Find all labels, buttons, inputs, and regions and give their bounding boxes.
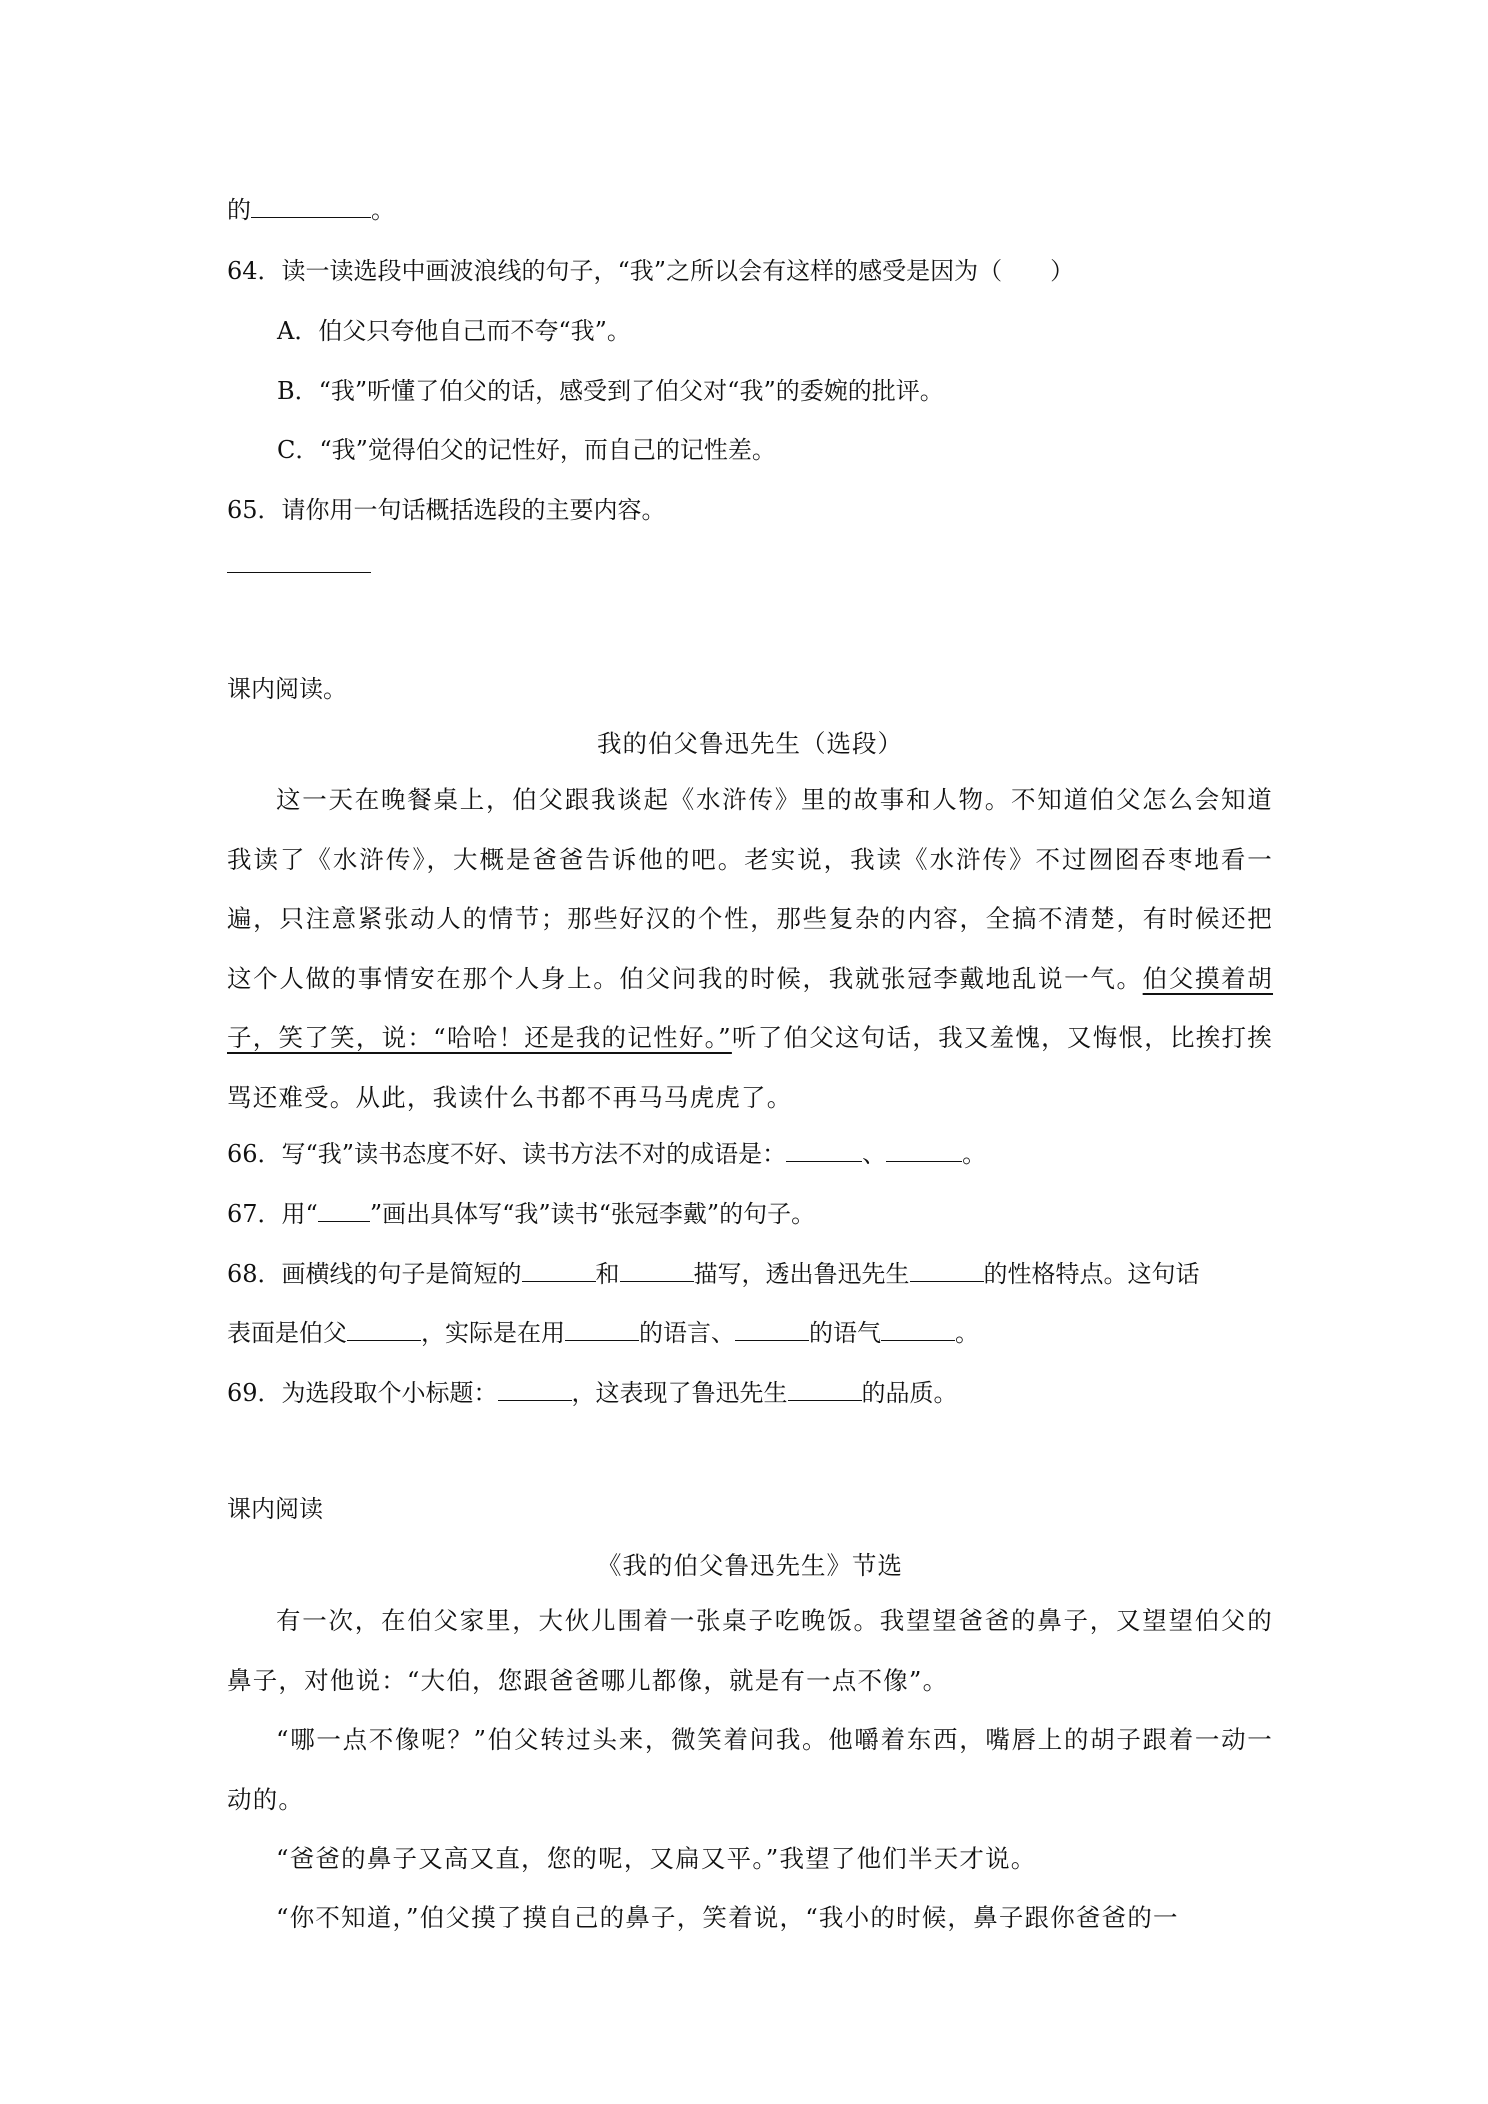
answer-blank[interactable] (347, 1318, 421, 1341)
q64-option-a[interactable]: A．伯父只夸他自己而不夸“我”。 (277, 317, 631, 345)
q67-pre: 67．用“ (227, 1200, 318, 1228)
q68-text: 的语言、 (639, 1319, 735, 1347)
q64-option-b[interactable]: B．“我”听懂了伯父的话，感受到了伯父对“我”的委婉的批评。 (277, 377, 944, 405)
answer-blank[interactable] (886, 1139, 962, 1162)
q69-text: ，这表现了鲁迅先生 (571, 1379, 788, 1407)
q68-line1 (227, 1257, 1200, 1291)
answer-blank[interactable] (522, 1259, 596, 1282)
q68-text: 的语气 (809, 1319, 881, 1347)
q63-tail-text: 的 (227, 196, 251, 224)
q64-stem: 64．读一读选段中画波浪线的句子，“我”之所以会有这样的感受是因为（ ） (227, 257, 1075, 285)
underlined-sentence: 伯父摸着胡子，笑了笑，说：“哈哈！还是我的记性好。” (227, 963, 1274, 1052)
section1-passage (227, 770, 1273, 1127)
q68-line2 (227, 1316, 979, 1350)
section2-para-2: “哪一点不像呢？”伯父转过头来，微笑着问我。他嚼着东西，嘴唇上的胡子跟着一动一动的。 (227, 1725, 1273, 1814)
section2-para-3: “爸爸的鼻子又高又直，您的呢，又扁又平。”我望了他们半天才说。 (276, 1844, 1037, 1873)
q63-tail-end: 。 (371, 196, 395, 224)
q65-stem: 65．请你用一句话概括选段的主要内容。 (227, 496, 666, 524)
answer-blank[interactable] (227, 550, 371, 573)
q68-text: 68．画横线的句子是简短的 (227, 1260, 522, 1288)
q68-text: 描写，透出鲁迅先生 (693, 1260, 910, 1288)
passage-text-before: 这一天在晚餐桌上，伯父跟我谈起《水浒传》里的故事和人物。不知道伯父怎么会知道我读了《水浒传》，大概是爸爸告诉他的吧。老实说，我读《水浒传》不过囫囵吞枣地看一遍，只注意紧张动人的情节；那些好汉的个性，那些复杂的内容，全搞不清楚，有时候还把这个人做的事情安在那个人身上。伯父问我的时候，我就张冠李戴地乱说一气。 (227, 785, 1273, 993)
answer-blank[interactable] (251, 195, 371, 218)
answer-blank[interactable] (620, 1259, 694, 1282)
q66-end: 。 (962, 1140, 987, 1168)
q66-stem: 66．写“我”读书态度不好、读书方法不对的成语是： (227, 1140, 787, 1168)
section2-para-4: “你不知道，”伯父摸了摸自己的鼻子，笑着说，“我小的时候，鼻子跟你爸爸的一 (276, 1903, 1179, 1932)
answer-blank[interactable] (498, 1378, 572, 1401)
q66 (227, 1137, 986, 1171)
q68-text: 。 (955, 1319, 979, 1347)
q65-answer-line[interactable] (227, 548, 371, 582)
section2-para-1: 有一次，在伯父家里，大伙儿围着一张桌子吃晚饭。我望望爸爸的鼻子，又望望伯父的鼻子，对他说：“大伯，您跟爸爸哪儿都像，就是有一点不像”。 (227, 1606, 1273, 1695)
q69 (227, 1376, 958, 1410)
q68-text: 的性格特点。这句话 (983, 1260, 1200, 1288)
q67 (227, 1197, 815, 1231)
q64-option-c[interactable]: C．“我”觉得伯父的记性好，而自己的记性差。 (277, 436, 776, 464)
q68-text: ，实际是在用 (421, 1319, 565, 1347)
section2-title: 《我的伯父鲁迅先生》节选 (597, 1551, 903, 1580)
q69-text: 69．为选段取个小标题： (227, 1379, 498, 1407)
answer-blank[interactable] (788, 1378, 862, 1401)
q66-sep: 、 (862, 1140, 887, 1168)
answer-blank[interactable] (786, 1139, 862, 1162)
section2-label: 课内阅读 (227, 1495, 323, 1523)
q68-text: 和 (595, 1260, 620, 1288)
answer-blank[interactable] (735, 1318, 809, 1341)
answer-blank[interactable] (881, 1318, 955, 1341)
section1-title: 我的伯父鲁迅先生（选段） (597, 729, 903, 758)
passage-text-after: 听了伯父这句话，我又羞愧，又悔恨，比挨打挨骂还难受。从此，我读什么书都不再马马虎虎了。 (227, 1023, 1274, 1112)
q63-tail (227, 193, 395, 227)
q69-text: 的品质。 (861, 1379, 958, 1407)
q68-text: 表面是伯父 (227, 1319, 347, 1347)
answer-blank[interactable] (565, 1318, 639, 1341)
section1-label: 课内阅读。 (227, 675, 347, 703)
answer-blank[interactable] (910, 1259, 984, 1282)
q67-post: ”画出具体写“我”读书“张冠李戴”的句子。 (369, 1200, 816, 1228)
answer-blank[interactable] (318, 1199, 370, 1222)
